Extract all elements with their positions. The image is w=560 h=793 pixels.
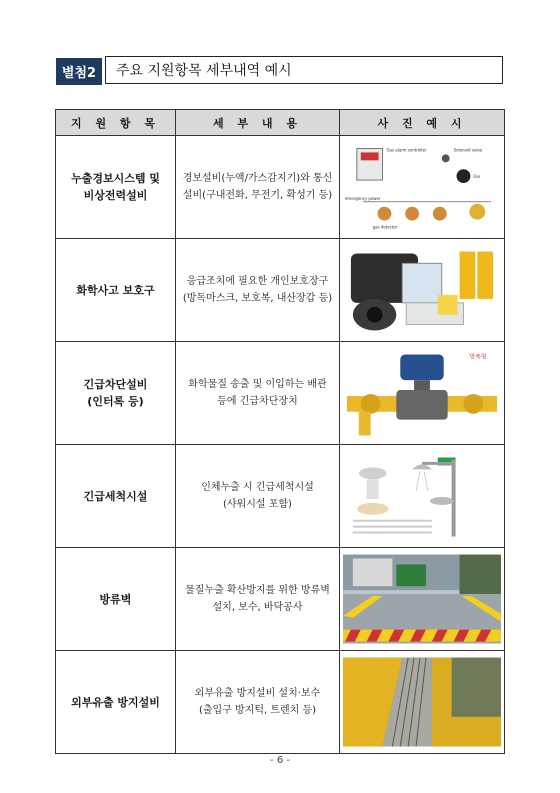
table-row xyxy=(56,342,505,445)
row-detail: 응급조치에 필요한 개인보호장구 (방독마스크, 보호복, 내산장갑 등) xyxy=(176,239,340,342)
row-item: 누출경보시스템 및 비상전력설비 xyxy=(56,136,176,239)
row-detail: 물질누출 확산방지를 위한 방류벽 설치, 보수, 바닥공사 xyxy=(176,548,340,651)
dike-wall-photo xyxy=(343,554,501,644)
table-row xyxy=(56,651,505,754)
photo-label: 방폭형 xyxy=(469,354,487,361)
table-row xyxy=(56,136,505,239)
page-title-text: 주요 지원항목 세부내역 예시 xyxy=(116,63,292,79)
row-photo xyxy=(340,239,505,342)
row-item: 긴급차단설비 (인터록 등) xyxy=(56,342,176,445)
photo-label: Fan xyxy=(473,174,481,180)
row-detail: 경보설비(누액/가스감지기)와 통신 설비(구내전화, 무전기, 확성기 등) xyxy=(176,136,340,239)
row-photo xyxy=(340,651,505,754)
row-item: 긴급세척시설 xyxy=(56,445,176,548)
photo-label: emergency power xyxy=(344,195,381,201)
row-detail: 외부유출 방지설비 설치·보수 (출입구 방지턱, 트렌치 등) xyxy=(176,651,340,754)
table-row xyxy=(56,445,505,548)
column-header-photo: 사 진 예 시 xyxy=(340,110,505,136)
photo-label: gas detector xyxy=(372,224,398,230)
row-detail: 인체누출 시 긴급세척시설 (샤워시설 포함) xyxy=(176,445,340,548)
table-row xyxy=(56,548,505,651)
table-row xyxy=(56,239,505,342)
row-photo xyxy=(340,136,505,239)
row-photo xyxy=(340,548,505,651)
row-photo xyxy=(340,445,505,548)
row-item: 화학사고 보호구 xyxy=(56,239,176,342)
row-item: 방류벽 xyxy=(56,548,176,651)
attachment-badge: 별첨2 xyxy=(56,58,102,85)
trench-drain-photo xyxy=(343,657,501,747)
shutoff-valve-photo xyxy=(343,348,501,438)
column-header-item: 지 원 항 목 xyxy=(56,110,176,136)
gas-alarm-system-photo xyxy=(343,142,501,232)
row-photo xyxy=(340,342,505,445)
page-title xyxy=(105,56,503,84)
photo-label: Gas alarm controller xyxy=(386,147,427,153)
table-header-row xyxy=(56,110,505,136)
column-header-detail: 세 부 내 용 xyxy=(176,110,340,136)
row-detail: 화학물질 송출 및 이입하는 배관 등에 긴급차단장치 xyxy=(176,342,340,445)
row-item: 외부유출 방지설비 xyxy=(56,651,176,754)
support-items-table xyxy=(55,109,505,754)
protective-gear-photo xyxy=(343,245,501,335)
photo-label: Solenoid valve xyxy=(453,147,483,153)
page-number: - 6 - xyxy=(270,755,290,766)
emergency-shower-photo xyxy=(343,451,501,541)
